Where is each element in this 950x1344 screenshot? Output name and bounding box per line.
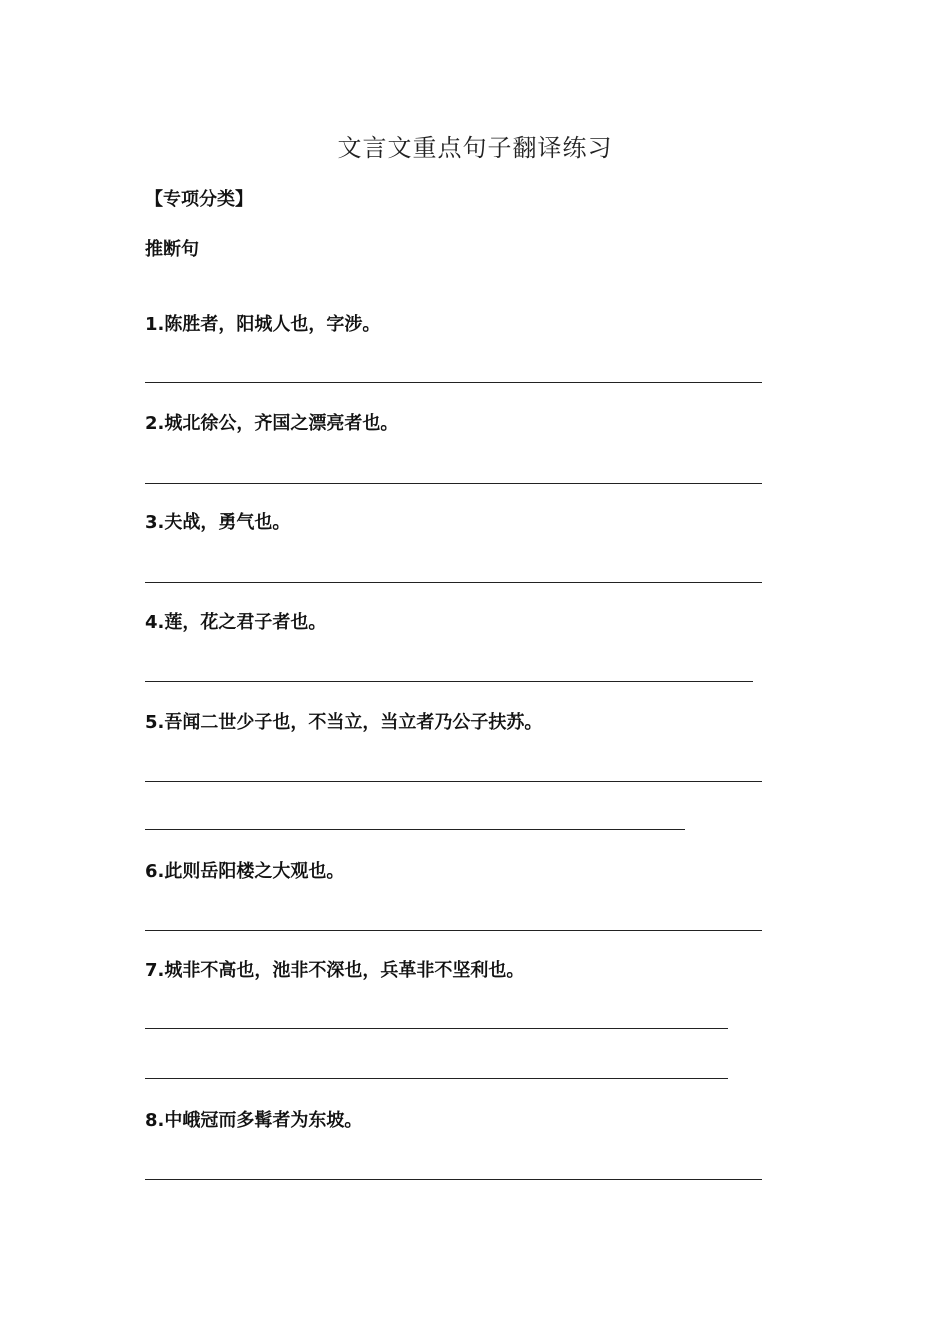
section-heading: 推断句 (145, 239, 199, 260)
answer-line-8[interactable] (145, 1179, 762, 1180)
answer-line-5a[interactable] (145, 781, 762, 782)
page-title: 文言文重点句子翻译练习 (337, 134, 613, 162)
answer-line-7a[interactable] (145, 1028, 728, 1029)
answer-line-4[interactable] (145, 681, 753, 682)
sentence-3: 3.夫战，勇气也。 (145, 512, 291, 533)
sentence-6: 6.此则岳阳楼之大观也。 (145, 861, 345, 882)
answer-line-6[interactable] (145, 930, 762, 931)
sentence-1: 1.陈胜者，阳城人也，字涉。 (145, 314, 381, 335)
sentence-7: 7.城非不高也，池非不深也，兵革非不坚利也。 (145, 960, 525, 981)
sentence-5: 5.吾闻二世少子也，不当立，当立者乃公子扶苏。 (145, 712, 543, 733)
category-heading: 【专项分类】 (145, 189, 253, 210)
sentence-4: 4.莲，花之君子者也。 (145, 612, 327, 633)
answer-line-5b[interactable] (145, 829, 685, 830)
answer-line-3[interactable] (145, 582, 762, 583)
answer-line-2[interactable] (145, 483, 762, 484)
answer-line-7b[interactable] (145, 1078, 728, 1079)
answer-line-1[interactable] (145, 382, 762, 383)
sentence-2: 2.城北徐公，齐国之漂亮者也。 (145, 413, 399, 434)
sentence-8: 8.中峨冠而多髯者为东坡。 (145, 1110, 363, 1131)
